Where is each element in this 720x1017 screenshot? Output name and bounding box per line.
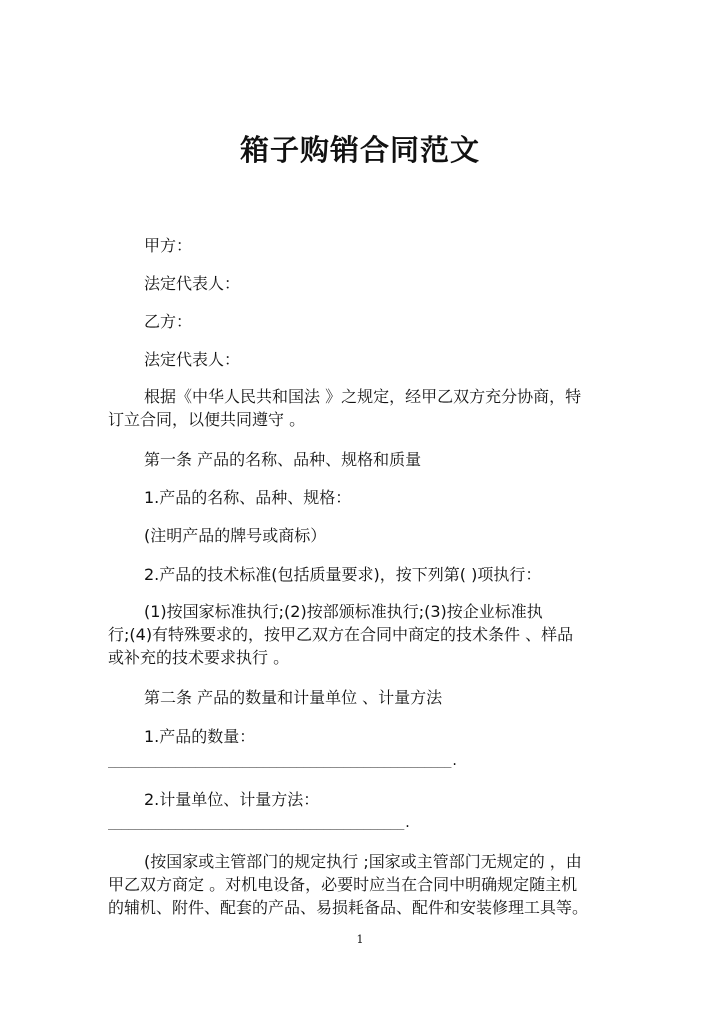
item2-detail-line: 行;(4)有特殊要求的，按甲乙双方在合同中商定的技术条件 、样品 <box>108 625 574 644</box>
party-a-rep-label: 法定代表人： <box>144 274 241 293</box>
party-b-label: 乙方： <box>144 312 193 331</box>
item2-detail-paragraph <box>108 600 608 669</box>
item2-text: 2.产品的技术标准(包括质量要求)，按下列第( )项执行： <box>144 565 542 584</box>
document-title: 箱子购销合同范文 <box>239 133 480 167</box>
item1-note: (注明产品的牌号或商标） <box>144 526 327 545</box>
unit-method-blank-line: ____________________________________________. <box>108 816 411 830</box>
quantity-blank-line: ___________________________________________________. <box>108 754 458 768</box>
item2-detail-line: 或补充的技术要求执行 。 <box>108 648 290 667</box>
note-line: (按国家或主管部门的规定执行 ;国家或主管部门无规定的 ，由 <box>144 852 582 871</box>
unit-method-label: 2.计量单位、计量方法： <box>144 790 320 809</box>
note-paragraph <box>108 850 608 919</box>
page-number: 1 <box>356 933 364 946</box>
intro-paragraph <box>108 385 608 431</box>
intro-line: 订立合同，以便共同遵守 。 <box>108 410 306 429</box>
note-line: 甲乙双方商定 。对机电设备，必要时应当在合同中明确规定随主机 <box>108 875 578 894</box>
intro-line: 根据《中华人民共和国法 》之规定，经甲乙双方充分协商，特 <box>144 387 582 406</box>
quantity-label: 1.产品的数量： <box>144 727 256 746</box>
party-b-rep-label: 法定代表人： <box>144 350 241 369</box>
item2-detail-line: (1)按国家标准执行;(2)按部颁标准执行;(3)按企业标准执 <box>144 602 543 621</box>
note-line: 的辅机、附件、配套的产品、易损耗备品、配件和安装修理工具等。 <box>108 898 589 917</box>
party-a-label: 甲方： <box>144 236 193 255</box>
item1-text: 1.产品的名称、品种、规格： <box>144 488 352 507</box>
article2-heading: 第二条 产品的数量和计量单位 、计量方法 <box>144 688 443 707</box>
article1-heading: 第一条 产品的名称、品种、规格和质量 <box>144 450 422 469</box>
